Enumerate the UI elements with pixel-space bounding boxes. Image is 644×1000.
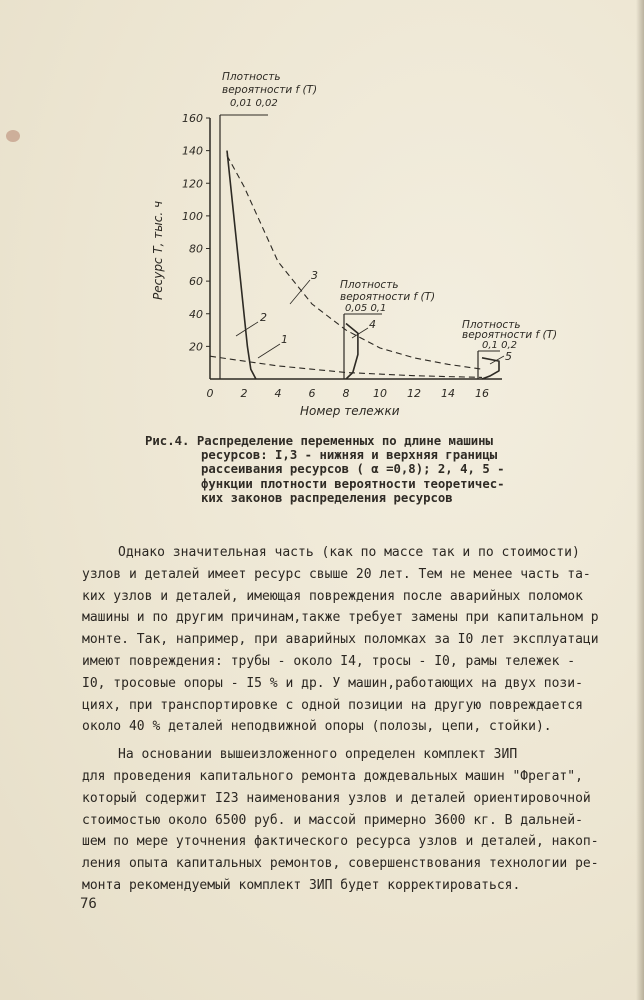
density-label-line1-c: Плотность <box>462 319 521 331</box>
curve-label-1: 1 <box>281 333 288 346</box>
body-text <box>82 542 644 897</box>
caption-line: ресурсов: I,3 - нижняя и верхняя границы <box>201 448 498 463</box>
x-tick-label: 16 <box>475 387 489 400</box>
y-axis-label: Ресурс Т, тыс. ч <box>151 200 165 300</box>
caption-line: Рис.4. Распределение переменных по длине машины <box>145 434 493 448</box>
x-tick-label: 6 <box>308 387 316 400</box>
y-tick-label: 140 <box>182 144 203 158</box>
text-line: циях, при транспортировке с одной позиции на другую повреждается <box>82 697 583 713</box>
density-label-line2-c: вероятности f (T) <box>462 329 558 341</box>
text-line: ления опыта капитальных ремонтов, совершенствования технологии ре- <box>82 856 599 872</box>
y-tick-label: 80 <box>189 242 203 256</box>
y-tick-label: 20 <box>189 340 203 354</box>
curves <box>210 151 499 379</box>
x-axis-label: Номер тележки <box>300 404 400 418</box>
y-tick-label: 100 <box>182 209 203 223</box>
text-line: монта рекомендуемый комплект ЗИП будет корректироваться. <box>82 877 521 893</box>
text-line: ких узлов и деталей, имеющая повреждения после аварийных поломок <box>82 588 583 604</box>
text-line: стоимостью около 6500 руб. и массой примерно 3600 кг. В дальней- <box>82 812 583 828</box>
curve-2 <box>227 151 256 379</box>
density-scale-middle <box>340 279 435 379</box>
curve-label-5: 5 <box>505 350 512 363</box>
text-line: На основании вышеизложенного определен комплект ЗИП <box>118 747 518 763</box>
x-tick-label: 10 <box>373 387 387 400</box>
figure-caption <box>145 434 545 505</box>
text-line: шем по мере уточнения фактического ресурса узлов и деталей, накоп- <box>82 834 599 850</box>
density-scale-right <box>462 319 557 379</box>
curve-3 <box>227 156 482 370</box>
text-line: монте. Так, например, при аварийных поломках за I0 лет эксплуатаци <box>82 632 599 648</box>
text-line: Однако значительная часть (как по массе так и по стоимости) <box>118 545 580 560</box>
x-tick-labels <box>207 387 490 400</box>
density-ticks-c: 0,1 0,2 <box>482 340 517 351</box>
text-line: машины и по другим причинам,также требует замены при капитальном р <box>82 610 599 626</box>
x-tick-label: 8 <box>342 387 350 400</box>
curve-label-4: 4 <box>369 318 376 331</box>
text-line: узлов и деталей имеет ресурс свыше 20 лет. Тем не менее часть та- <box>82 566 591 582</box>
x-tick-label: 14 <box>441 387 455 400</box>
caption-line: функции плотности вероятности теоретичес- <box>201 476 505 491</box>
curve-4 <box>346 324 358 380</box>
x-tick-label: 2 <box>240 387 248 400</box>
x-tick-label: 12 <box>407 387 421 400</box>
text-line: имеют повреждения: трубы - около I4, тросы - I0, рамы тележек - <box>82 653 576 669</box>
y-tick-label: 160 <box>182 112 203 125</box>
density-label-line1-b: Плотность <box>340 279 399 291</box>
resource-distribution-figure <box>0 0 644 430</box>
x-tick-label: 4 <box>274 387 282 400</box>
curve-label-3: 3 <box>311 269 318 282</box>
text-line: около 40 % деталей неподвижной опоры (полозы, цепи, стойки). <box>82 719 552 735</box>
density-label-line1-a: Плотность <box>222 71 281 83</box>
density-ticks-a: 0,01 0,02 <box>230 98 278 109</box>
curve-label-2: 2 <box>260 311 267 324</box>
caption-line: рассеивания ресурсов ( α =0,8); 2, 4, 5 - <box>201 462 505 477</box>
caption-line: ких законов распределения ресурсов <box>201 490 453 505</box>
text-line: который содержит I23 наименования узлов и деталей ориентировочной <box>82 790 591 806</box>
y-tick-label: 40 <box>189 307 203 321</box>
y-tick-label: 60 <box>189 275 203 289</box>
y-tick-label: 120 <box>182 177 203 191</box>
y-tick-labels <box>182 112 210 353</box>
text-line: для проведения капитального ремонта дождевальных машин "Фрегат", <box>82 768 583 784</box>
density-label-line2-a: вероятности f (T) <box>222 84 318 96</box>
x-tick-label: 0 <box>206 387 214 400</box>
curve-5 <box>482 358 499 379</box>
page-number: 76 <box>80 896 97 912</box>
text-line: I0, тросовые опоры - I5 % и др. У машин,работающих на двух пози- <box>82 675 583 691</box>
density-label-line2-b: вероятности f (T) <box>340 291 436 303</box>
density-ticks-b: 0,05 0,1 <box>345 303 387 314</box>
